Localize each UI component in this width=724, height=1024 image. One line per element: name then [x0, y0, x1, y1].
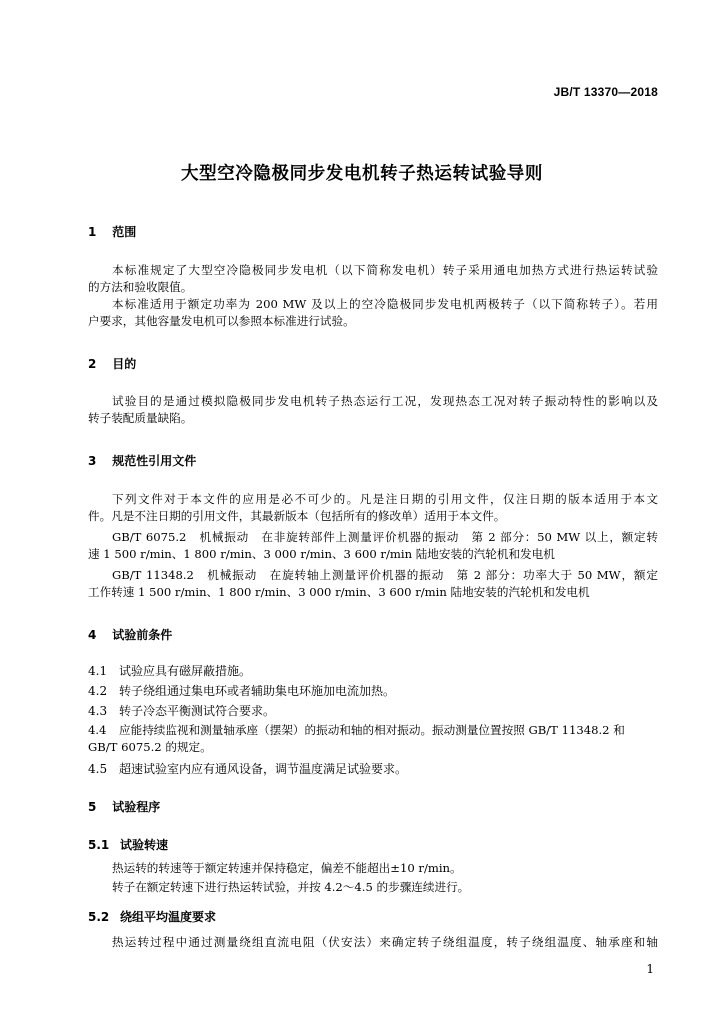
- section-title: 试验前条件: [112, 628, 173, 642]
- section-title: 目的: [112, 357, 137, 371]
- section-2-heading: [88, 355, 136, 372]
- subsection-title: 绕组平均温度要求: [120, 910, 217, 924]
- clause-4-5: [88, 760, 407, 777]
- paragraph-line: 本标准规定了大型空冷隐极同步发电机（以下简称发电机）转子采用通电加热方式进行热运转试验: [112, 263, 658, 277]
- paragraph-line: 本标准适用于额定功率为 200 MW 及以上的空冷隐极同步发电机两极转子（以下简称转子）。若用: [112, 297, 658, 311]
- standard-code: JB/T 13370—2018: [553, 85, 658, 99]
- paragraph-line: 的方法和验收限值。: [88, 280, 193, 294]
- clause-4-3: [88, 702, 275, 719]
- clause-number: 4.2: [88, 684, 108, 698]
- subsection-number: 5.2: [88, 910, 110, 924]
- paragraph-line: 转子装配质量缺陷。: [88, 411, 193, 425]
- section-title: 试验程序: [112, 800, 161, 814]
- clause-number: 4.5: [88, 762, 108, 776]
- section-title: 规范性引用文件: [112, 454, 197, 468]
- subsection-title: 试验转速: [120, 838, 169, 852]
- clause-number: 4.4: [88, 723, 107, 737]
- section-number: 4: [88, 628, 97, 642]
- paragraph-line: 户要求，其他容量发电机可以参照本标准进行试验。: [88, 314, 355, 328]
- paragraph-line: 热运转过程中通过测量绕组直流电阻（伏安法）来确定转子绕组温度，转子绕组温度、轴承座和轴: [112, 935, 658, 949]
- reference-line: 工作转速 1 500 r/min、1 800 r/min、3 000 r/min、3 600 r/min 陆地安装的汽轮机和发电机: [88, 585, 590, 599]
- clause-text: 超速试验室内应有通风设备，调节温度满足试验要求。: [119, 762, 408, 776]
- reference-line: 速 1 500 r/min、1 800 r/min、3 000 r/min、3 600 r/min 陆地安装的汽轮机和发电机: [88, 547, 555, 561]
- section-4-heading: [88, 626, 172, 643]
- clause-4-2: [88, 682, 395, 699]
- clause-number: 4.3: [88, 704, 108, 718]
- clause-continuation: GB/T 6075.2 的规定。: [88, 740, 212, 754]
- paragraph-line: 试验目的是通过模拟隐极同步发电机转子热态运行工况，发现热态工况对转子振动特性的影响以及: [112, 394, 658, 408]
- paragraph-line: 热运转的转速等于额定转速并保持稳定，偏差不能超出±10 r/min。: [112, 861, 462, 875]
- clause-4-1: [88, 662, 251, 679]
- section-number: 2: [88, 357, 97, 371]
- subsection-number: 5.1: [88, 838, 110, 852]
- page-number: 1: [646, 962, 654, 976]
- clause-text: 应能持续监视和测量轴承座（摆架）的振动和轴的相对振动。振动测量位置按照 GB/T 11348.2 和: [119, 723, 625, 737]
- section-3-heading: [88, 452, 196, 469]
- section-title: 范围: [112, 225, 137, 239]
- clause-text: 试验应具有磁屏蔽措施。: [119, 664, 252, 678]
- clause-4-4: [88, 722, 658, 738]
- document-title: 大型空冷隐极同步发电机转子热运转试验导则: [181, 164, 543, 184]
- section-number: 5: [88, 800, 97, 814]
- section-number: 3: [88, 454, 97, 468]
- subsection-5-1-heading: [88, 836, 168, 853]
- reference-line: GB/T 6075.2 机械振动 在非旋转部件上测量评价机器的振动 第 2 部分：50 MW 以上，额定转: [112, 530, 658, 544]
- paragraph-line: 件。凡是不注日期的引用文件，其最新版本（包括所有的修改单）适用于本文件。: [88, 509, 506, 523]
- section-number: 1: [88, 225, 97, 239]
- section-1-heading: [88, 223, 136, 240]
- clause-text: 转子冷态平衡测试符合要求。: [119, 704, 276, 718]
- subsection-5-2-heading: [88, 908, 216, 925]
- reference-line: GB/T 11348.2 机械振动 在旋转轴上测量评价机器的振动 第 2 部分：功率大于 50 MW，额定: [112, 568, 658, 582]
- paragraph-line: 下列文件对于本文件的应用是必不可少的。凡是注日期的引用文件，仅注日期的版本适用于本文: [112, 492, 658, 506]
- section-5-heading: [88, 798, 160, 815]
- clause-text: 转子绕组通过集电环或者辅助集电环施加电流加热。: [119, 684, 396, 698]
- paragraph-line: 转子在额定转速下进行热运转试验，并按 4.2～4.5 的步骤连续进行。: [112, 880, 470, 894]
- clause-number: 4.1: [88, 664, 108, 678]
